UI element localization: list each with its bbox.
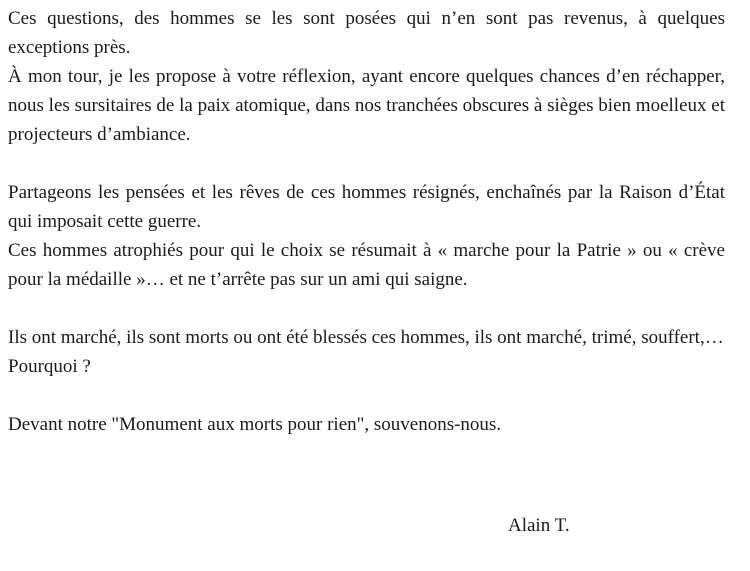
paragraph-why: Pourquoi ? — [8, 356, 91, 377]
document-body — [8, 4, 725, 439]
paragraph-spacer — [8, 149, 725, 178]
paragraph-questions: Ces questions, des hommes se les sont posées qui n’en sont pas revenus, à quelques exceptions près. — [8, 8, 725, 58]
author-signature: Alain T. — [508, 515, 570, 536]
paragraph-spacer — [8, 294, 725, 323]
paragraph-reflection: À mon tour, je les propose à votre réflexion, ayant encore quelques chances d’en réchapper, nous les sursitaires de la paix atomique, dans nos tranchées obscures à sièges bien moelleux et projecteurs d’ambiance. — [8, 66, 725, 145]
paragraph-monument: Devant notre "Monument aux morts pour rien", souvenons-nous. — [8, 414, 502, 435]
paragraph-thoughts: Partageons les pensées et les rêves de ces hommes résignés, enchaînés par la Raison d’État qui imposait cette guerre. — [8, 182, 725, 232]
paragraph-marched: Ils ont marché, ils sont morts ou ont été blessés ces hommes, ils ont marché, trimé, souffert,… — [8, 327, 724, 348]
paragraph-spacer — [8, 381, 725, 410]
paragraph-choice: Ces hommes atrophiés pour qui le choix se résumait à « marche pour la Patrie » ou « crève pour la médaille »… et ne t’arrête pas sur un ami qui saigne. — [8, 240, 725, 290]
